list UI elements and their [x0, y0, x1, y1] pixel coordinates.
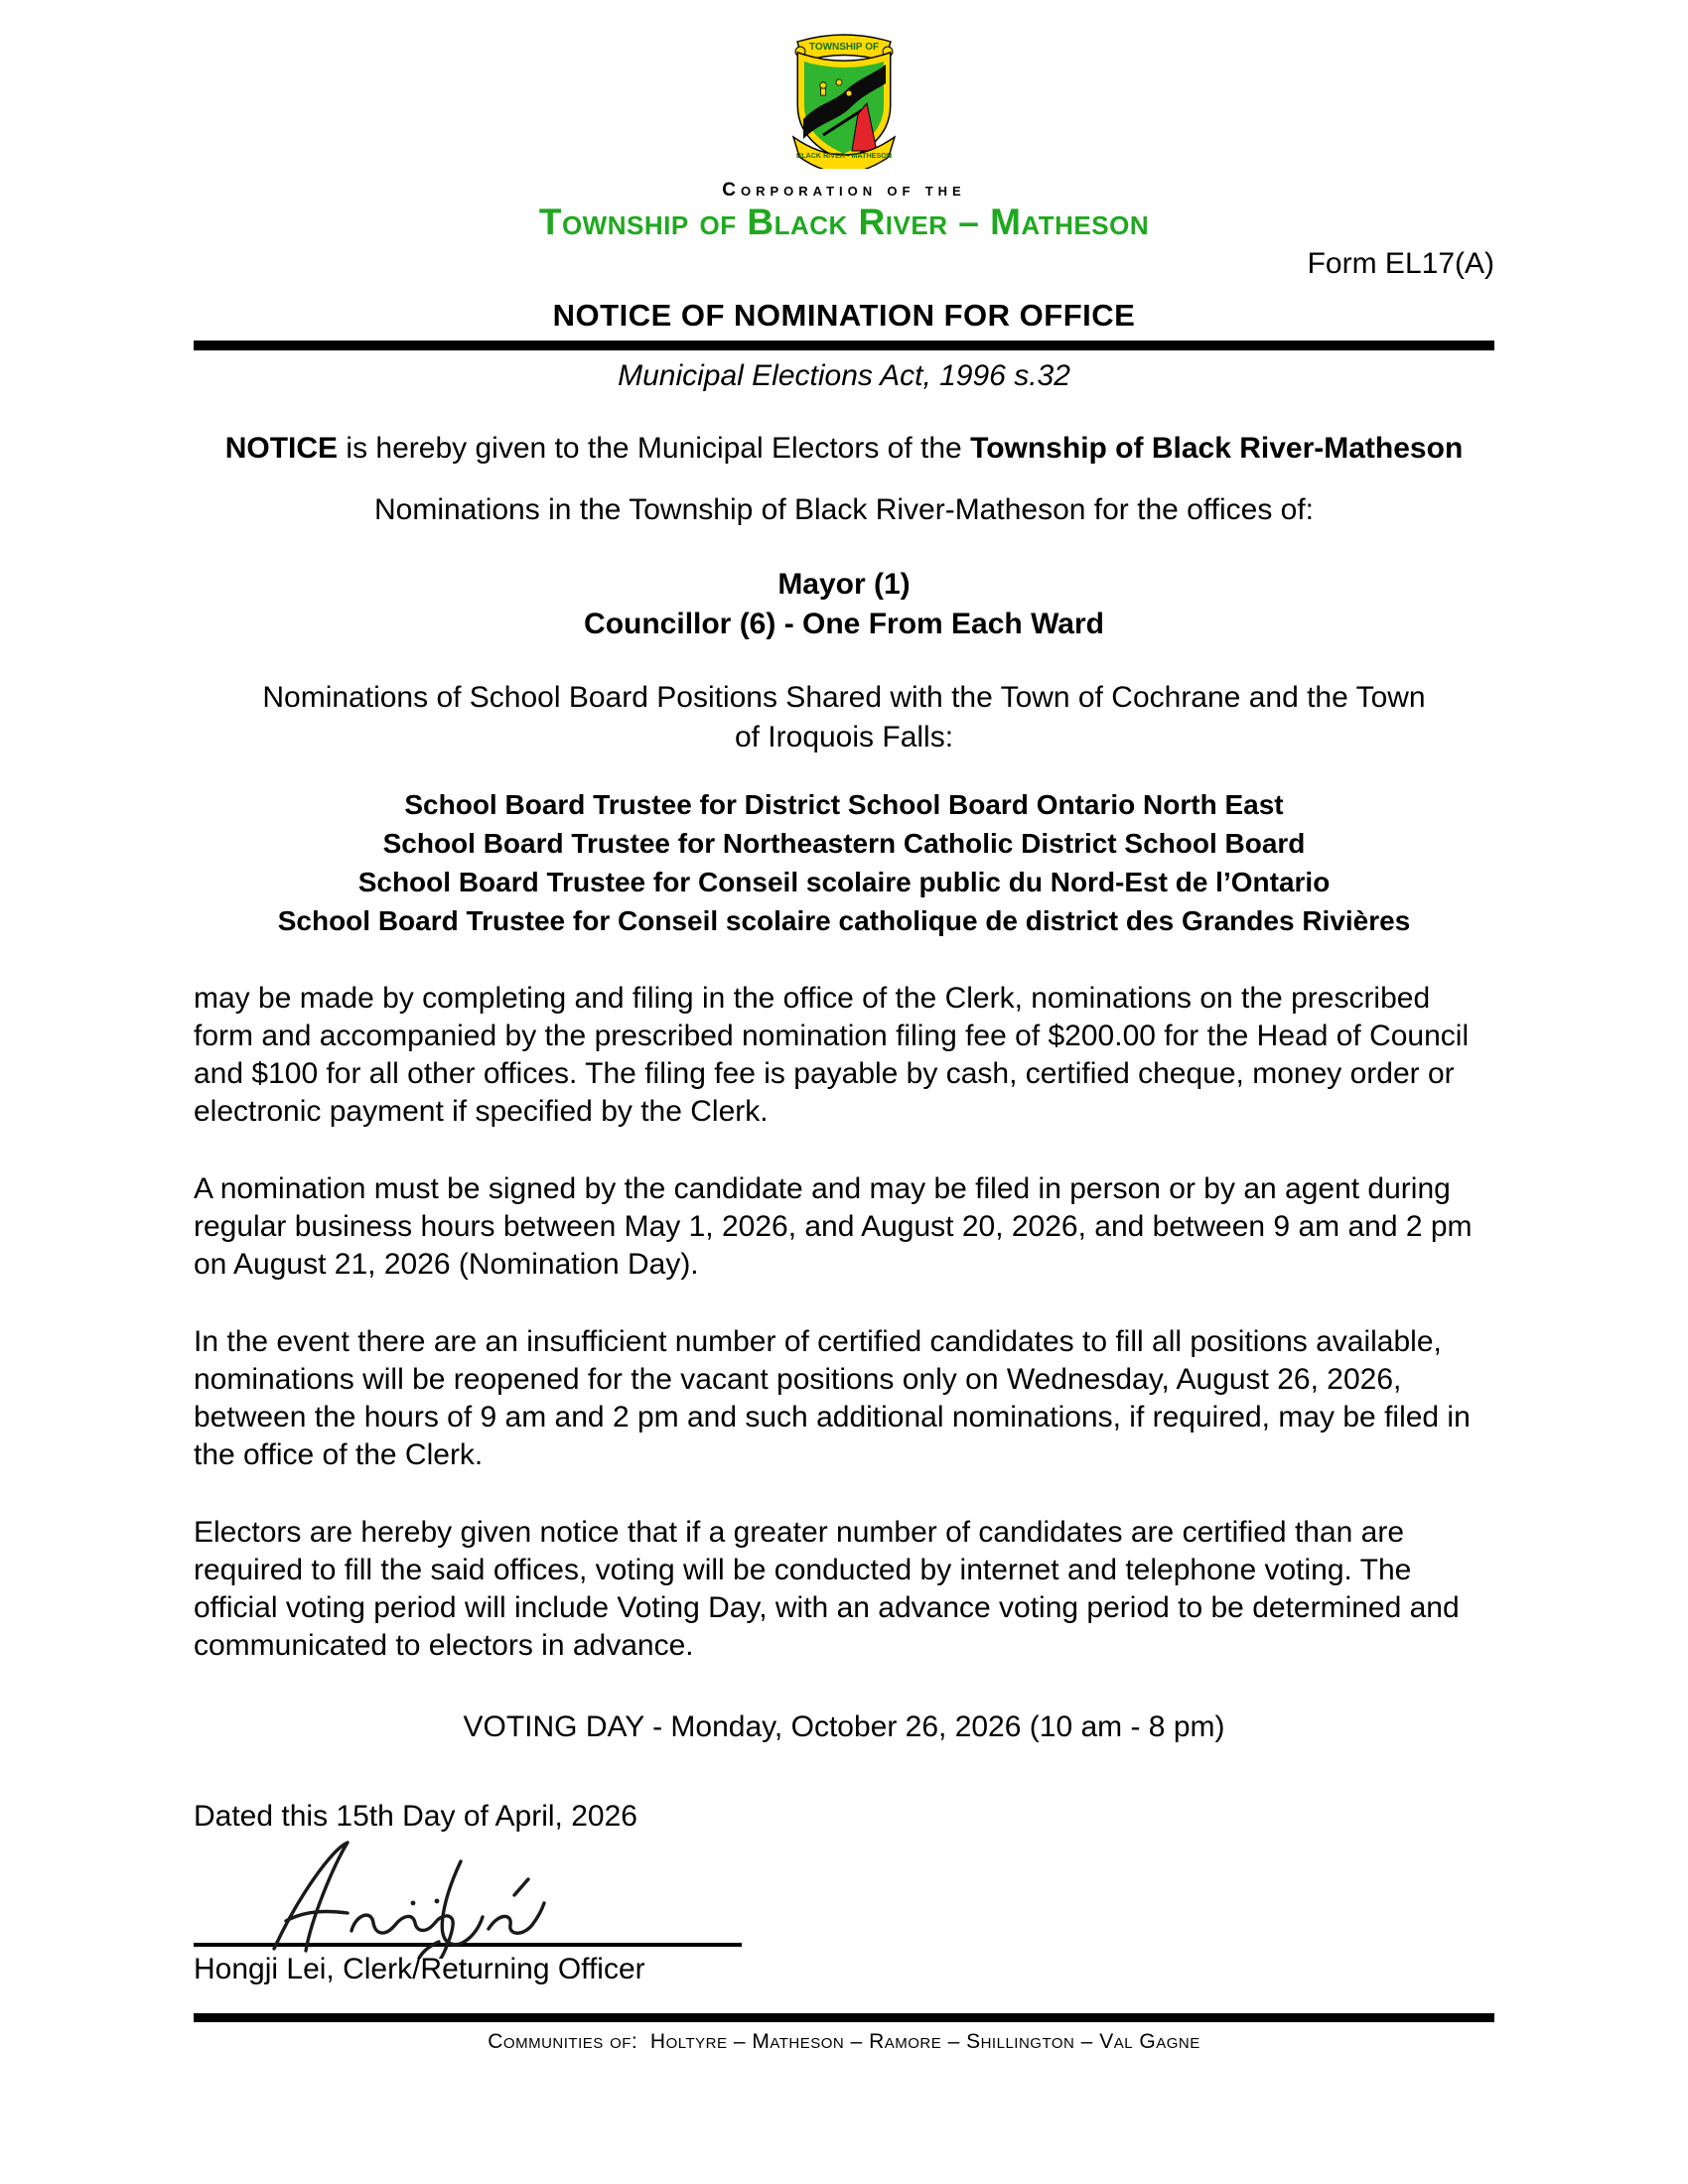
page-footer	[194, 2013, 1494, 2054]
act-reference-line: Municipal Elections Act, 1996 s.32	[618, 359, 1070, 392]
crest-figure-1-body	[821, 88, 826, 95]
office-councillor: Councillor (6) - One From Each Ward	[584, 608, 1104, 640]
notice-middle: is hereby given to the Municipal Electors of the	[338, 432, 971, 465]
township-name-heading: Township of Black River – Matheson	[538, 202, 1150, 242]
notice-township: Township of Black River-Matheson	[970, 432, 1464, 465]
office-mayor: Mayor (1)	[777, 568, 911, 601]
crest-top-banner-text: TOWNSHIP OF	[808, 42, 880, 53]
school-board-position: School Board Trustee for Conseil scolaire catholique de district des Grandes Rivières	[277, 905, 1411, 936]
school-board-position: School Board Trustee for Northeastern Catholic District School Board	[382, 828, 1306, 859]
communities-spacer	[637, 2030, 650, 2053]
school-board-positions-list	[194, 785, 1494, 940]
notice-line	[194, 430, 1494, 468]
township-crest-logo	[194, 28, 1494, 174]
document-title: NOTICE OF NOMINATION FOR OFFICE	[552, 298, 1136, 333]
school-board-intro: Nominations of School Board Positions Shared with the Town of Cochrane and the Town of Iroquois Falls:	[262, 681, 1426, 753]
signature-handwriting-icon	[248, 1838, 675, 1959]
township-crest-icon	[770, 28, 918, 169]
dated-line: Dated this 15th Day of April, 2026	[194, 1800, 637, 1833]
crest-bottom-banner-text: BLACK RIVER - MATHESON	[795, 151, 893, 160]
crest-figure-3	[846, 90, 852, 96]
paragraph-voting-method: Electors are hereby given notice that if a greater number of candidates are certified than are required to fill the said offices, voting will be conducted by internet and telephone voting. The official voting period will include Voting Day, with an advance voting period to be determined and communicated to electors in advance.	[194, 1516, 1460, 1662]
communities-label: Communities of:	[488, 2030, 638, 2053]
title-divider-rule	[194, 341, 1494, 350]
voting-day-line: VOTING DAY - Monday, October 26, 2026 (10 am - 8 pm)	[463, 1710, 1225, 1743]
paragraph-insufficient-candidates: In the event there are an insufficient number of certified candidates to fill all positions available, nominations will be reopened for the vacant positions only on Wednesday, August 26, 2026, between the hours of 9 am and 2 pm and such additional nominations, if required, may be filed in the office of the Clerk.	[194, 1325, 1471, 1471]
notice-lead: NOTICE	[224, 432, 339, 465]
corporation-line: Corporation of the	[722, 180, 966, 201]
paragraph-nomination-signing: A nomination must be signed by the candidate and may be filed in person or by an agent during regular business hours between May 1, 2026, and August 20, 2026, and between 9 am and 2 pm on August 21, 2026 (Nomination Day).	[194, 1172, 1473, 1281]
school-board-position: School Board Trustee for District School Board Ontario North East	[404, 789, 1284, 820]
crest-figure-1	[820, 82, 826, 88]
signature-block	[194, 1838, 1494, 1988]
communities-list: Holtyre – Matheson – Ramore – Shillington – Val Gagne	[649, 2030, 1200, 2053]
footer-divider-rule	[194, 2013, 1494, 2022]
crest-figure-2	[836, 79, 842, 85]
school-board-position: School Board Trustee for Conseil scolaire public du Nord-Est de l’Ontario	[357, 867, 1331, 897]
signatory-name-line: Hongji Lei, Clerk/Returning Officer	[194, 1953, 645, 1985]
nominations-line: Nominations in the Township of Black River-Matheson for the offices of:	[373, 493, 1315, 526]
communities-line	[194, 2030, 1494, 2054]
form-number: Form EL17(A)	[1307, 247, 1494, 280]
offices-list	[194, 565, 1494, 644]
paragraph-filing-fee: may be made by completing and filing in the office of the Clerk, nominations on the prescribed form and accompanied by the prescribed nomination filing fee of $200.00 for the Head of Council and $100 for all other offices. The filing fee is payable by cash, certified cheque, money order or electronic payment if specified by the Clerk.	[194, 982, 1470, 1128]
